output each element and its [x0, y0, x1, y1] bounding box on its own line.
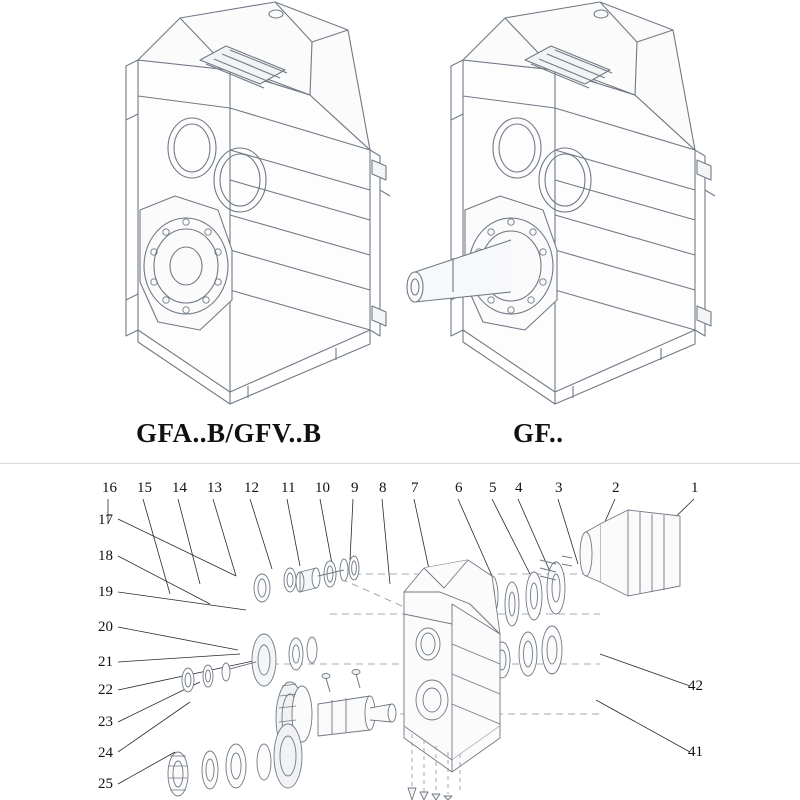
caption-left: GFA..B/GFV..B: [136, 418, 322, 448]
callout-9: 9: [351, 480, 359, 496]
callout-12: 12: [244, 480, 259, 496]
callout-13: 13: [207, 480, 222, 496]
caption-right: GF..: [513, 418, 564, 448]
callout-5: 5: [489, 480, 497, 496]
exploded-view: [0, 464, 800, 800]
callout-23: 23: [98, 714, 113, 730]
callout-1: 1: [691, 480, 699, 496]
callout-16: 16: [102, 480, 117, 496]
callout-18: 18: [98, 548, 113, 564]
callout-19: 19: [98, 584, 113, 600]
callout-14: 14: [172, 480, 187, 496]
callout-21: 21: [98, 654, 113, 670]
callout-7: 7: [411, 480, 419, 496]
callout-3: 3: [555, 480, 563, 496]
callout-8: 8: [379, 480, 387, 496]
callout-41: 41: [688, 744, 703, 760]
callout-2: 2: [612, 480, 620, 496]
callout-17: 17: [98, 512, 113, 528]
callout-11: 11: [281, 480, 296, 496]
callout-10: 10: [315, 480, 330, 496]
callout-22: 22: [98, 682, 113, 698]
callout-20: 20: [98, 619, 113, 635]
callout-42: 42: [688, 678, 703, 694]
exploded-parts-drawing: [0, 464, 800, 800]
callout-6: 6: [455, 480, 463, 496]
gearbox-isometric-gf: [395, 0, 795, 410]
callout-4: 4: [515, 480, 523, 496]
callout-25: 25: [98, 776, 113, 792]
callout-24: 24: [98, 745, 113, 761]
callout-15: 15: [137, 480, 152, 496]
